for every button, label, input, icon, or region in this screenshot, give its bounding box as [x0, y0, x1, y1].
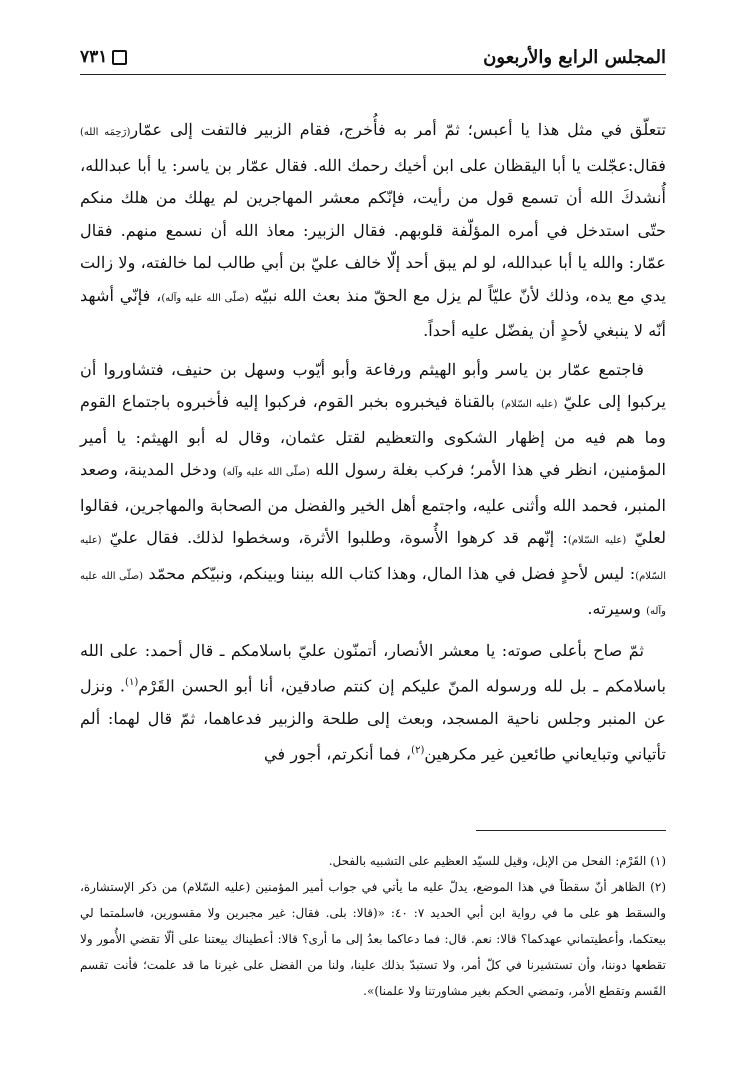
footnote-divider [476, 830, 666, 831]
text-run: فقال:عجّلت يا أبا اليقظان على ابن أخيك رحمك الله. فقال عمّار بن ياسر: يا أبا عبدالله، أُنشدكَ الله أن تسمع قول من رأيت، فإنّكم معشر المهاجرين لم يهلك من هلك منكم حتّى استدخل في أمره المؤلّفة قلوبهم. فقال الزبير: معاذ الله أن نسمع منهم. فقال عمّار: والله يا أبا عبدالله، لو لم يبق أحد إلّا خالف عليّ بن أبي طالب لما خالفته، ولا زالت يدي مع يده، وذلك لأنّ عليّاً لم يزل مع الحقّ منذ بعث الله نبيّه [80, 155, 666, 305]
honorific: (عليه السّلام) [80, 535, 666, 582]
text-run: ، فما أنكرتم، أجور في [264, 744, 412, 764]
honorific: (صلّى الله عليه وآله) [80, 570, 666, 617]
paragraph-2 [80, 354, 666, 629]
text-run: : إنّهم قد كرهوا الأُسوة، وطلبوا الأثرة، وسخطوا لذلك. فقال عليّ [109, 528, 568, 547]
honorific: (عليه السّلام) [500, 399, 558, 410]
footnote-2: (٢) الظاهر أنّ سقطاً في هذا الموضع، يدلّ عليه ما يأتي في جواب أمير المؤمنين (عليه السّلام) من ذكر الإستشارة، والسقط هو على ما في رواية ابن أبي الحديد ٧: ٤٠: «(قالا: بلى. فقال: غير مجبرين ولا مقسورين، فاسلمتما لي بيعتكما، وأعطيتماني عهدكما؟ قالا: نعم. قال: فما دعاكما بعدُ إلى ما أرى؟ قالا: أعطيناك بيعتنا على ألّا تقضي الأُمور ولا تقطعها دوننا، وأن تستشيرنا في كلّ أمر، ولا تستبدّ بذلك علينا، ولنا من الفضل على غيرنا ما قد علمت؛ فأنت تقسم القَسم وتقطع الأمر، وتمضي الحكم بغير مشاورتنا ولا علمنا)». [80, 880, 666, 998]
honorific: (رَحِمَه الله) [80, 127, 131, 138]
text-run: : ليس لأحدٍ فضل في هذا المال، وهذا كتاب الله بيننا وبينكم، ونبيّكم محمّد [148, 563, 636, 583]
text-run: فاجتمع عمّار بن ياسر وأبو الهيثم ورفاعة وأبو أيّوب وسهل بن حنيف، فتشاوروا أن يركبوا إلى عليّ [80, 359, 666, 411]
paragraph-1 [80, 114, 666, 348]
page-number: ٧٣١ [80, 47, 108, 67]
text-run: وسيرته. [587, 599, 647, 618]
footnote-ref-2[interactable]: (٢) [411, 745, 425, 757]
footnote-1: (١) القَرْم: الفحل من الإبل، وقيل للسيّد العظيم على التشبيه بالفحل. [328, 854, 666, 868]
footnote-ref-1[interactable]: (١) [125, 677, 139, 688]
text-run: بالقناة فيخبروه بخبر القوم، فركبوا إليه فأخبروه باجتماع القوم وما هم فيه من إظهار الشكوى والتعظيم لقتل عثمان، وقال له أبو الهيثم: يا أمير المؤمنين، انظر في هذا الأمر؛ فركب بغلة رسول الله [80, 392, 666, 479]
honorific: (صلّى الله عليه وآله) [161, 292, 249, 304]
paragraph-3 [80, 635, 666, 772]
main-text [80, 114, 666, 777]
square-ornament-icon [112, 50, 127, 65]
page-number-box [80, 47, 127, 67]
text-run: ودخل المدينة، وصعد المنبر، فحمد الله وأثنى عليه، واجتمع أهل الخير والفضل من الصحابة والمهاجرين، فقالوا لعليّ [80, 460, 666, 547]
chapter-title: المجلس الرابع والأربعون [483, 46, 666, 68]
page-header [80, 40, 666, 75]
footnotes [80, 848, 666, 1004]
text-run: ، فإنّي أشهد أنّه لا ينبغي لأحدٍ أن يفضّل عليه أحداً. [80, 285, 666, 340]
text-run: ثمّ صاح بأعلى صوته: يا معشر الأنصار، أتمنّون عليّ باسلامكم ـ قال أحمد: على الله باسلامكم ـ بل لله ورسوله المنّ عليكم إن كنتم صادقين، أنا أبو الحسن القَرْم [80, 640, 667, 696]
honorific: (عليه السّلام) [567, 535, 627, 546]
text-run: تتعلّق في مثل هذا يا أعبس؛ ثمّ أمر به فأُخرج، فقام الزبير فالتفت إلى عمّار [130, 120, 666, 139]
honorific: (صلّى الله عليه وآله) [222, 467, 310, 478]
text-run: . ونزل عن المنبر وجلس ناحية المسجد، وبعث إلى طلحة والزبير فدعاهما، ثمّ قال لهما: ألم تأتياني وتبايعاني طائعين غير مكرهين [80, 676, 666, 764]
